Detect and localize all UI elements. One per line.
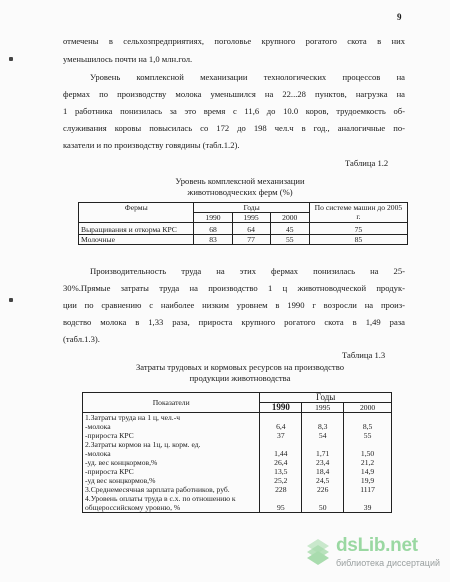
row-name: 4.Уровень оплаты труда в с.х. по отношению к общероссийскому уровню, % (83, 494, 260, 513)
cell: 21,2 (344, 458, 392, 467)
table-row (83, 494, 392, 513)
table-row (83, 449, 392, 458)
table-row (83, 467, 392, 476)
table-title: Затраты трудовых и кормовых ресурсов на производство продукции животноводства (135, 362, 344, 383)
row-name: -прироста КРС (83, 431, 260, 440)
cell (344, 440, 392, 449)
table-row (83, 431, 392, 440)
cell: 23,4 (302, 458, 344, 467)
page-number: 9 (397, 12, 402, 22)
text-line: уменьшилось почти на 1,0 млн.гол. (63, 54, 193, 64)
dslib-watermark (303, 535, 443, 575)
cell: 25,2 (260, 476, 302, 485)
cell: 95 (260, 494, 302, 513)
resources-table (82, 392, 392, 513)
cell: 6,4 (260, 422, 302, 431)
year-header: 2000 (344, 403, 392, 413)
cell: 83 (194, 235, 232, 245)
cell: 45 (270, 223, 309, 235)
cell: 54 (302, 431, 344, 440)
cell: 18,4 (302, 467, 344, 476)
cell: 39 (344, 494, 392, 513)
row-name: -уд вес концкормов,% (83, 476, 260, 485)
table-title: Уровень комплексной механизации животноводческих ферм (%) (175, 176, 305, 197)
table-label: Таблица 1.2 (345, 158, 389, 168)
table-row (79, 223, 408, 235)
row-name: 2.Затраты кормов на 1ц, ц. корм. ед. (83, 440, 260, 449)
header-indicators: Показатели (83, 393, 260, 413)
cell: 226 (302, 485, 344, 494)
table-row (79, 235, 408, 245)
watermark-title: dsLib.net (336, 535, 418, 556)
text-line: служивания коровы повысилась со 172 до 198 чел.ч в год., аналогичные по- (63, 123, 405, 133)
cell: 1117 (344, 485, 392, 494)
year-header: 1995 (302, 403, 344, 413)
cell: 64 (232, 223, 270, 235)
text-line: Уровень комплексной механизации технологических процессов на (90, 72, 405, 82)
cell: 24,5 (302, 476, 344, 485)
text-line: ции по сравнению с наиболее низким уровнем в 1990 г возросли на произ- (63, 300, 405, 310)
cell (260, 413, 302, 423)
cell: 37 (260, 431, 302, 440)
row-name: Выращивания и откорма КРС (79, 223, 194, 235)
cell (302, 413, 344, 423)
row-name: -молока (83, 449, 260, 458)
cell (302, 440, 344, 449)
text-line: отмечены в сельхозпредприятиях, поголовье крупного рогатого скота в них (63, 36, 405, 46)
cell: 50 (302, 494, 344, 513)
margin-mark (9, 57, 13, 61)
cell: 77 (232, 235, 270, 245)
row-name: Молочные (79, 235, 194, 245)
table-row (83, 440, 392, 449)
cell: 19,9 (344, 476, 392, 485)
year-header: 1995 (232, 213, 270, 223)
cell: 13,5 (260, 467, 302, 476)
table-label: Таблица 1.3 (342, 350, 386, 360)
text-line: (табл.1.3). (63, 334, 100, 344)
row-name: -молока (83, 422, 260, 431)
cell: 14,9 (344, 467, 392, 476)
text-line: 30%.Прямые затраты труда на производство 1 ц животноводческой продук- (63, 283, 405, 293)
header-years: Годы (194, 203, 309, 213)
row-name: 3.Среднемесячная зарплата работников, руб. (83, 485, 260, 494)
row-name: -прироста КРС (83, 467, 260, 476)
header-system: По системе машин до 2005 г. (309, 203, 407, 223)
table-row (83, 485, 392, 494)
margin-mark (9, 298, 13, 302)
text-line: Производительность труда на этих фермах понизилась на 25- (90, 266, 405, 276)
row-name: 1.Затраты труда на 1 ц, чел.-ч (83, 413, 260, 423)
cell: 8,5 (344, 422, 392, 431)
cell (260, 440, 302, 449)
cell: 1,50 (344, 449, 392, 458)
row-name: -уд. вес концкормов,% (83, 458, 260, 467)
cell: 75 (309, 223, 407, 235)
text-line: 1 работника понизилась за это время с 11,6 до 10.0 коров, трудоемкость об- (63, 106, 405, 116)
table-row (83, 476, 392, 485)
text-line: водство молока в 1,33 раза, прироста крупного рогатого скота в 1,49 раза (63, 317, 405, 327)
header-farms: Фермы (79, 203, 194, 223)
cell: 1,44 (260, 449, 302, 458)
cell: 8,3 (302, 422, 344, 431)
mechanization-table (78, 202, 408, 245)
table-row (83, 458, 392, 467)
table-row (83, 422, 392, 431)
cell: 68 (194, 223, 232, 235)
cell (344, 413, 392, 423)
year-header: 1990 (194, 213, 232, 223)
cell: 1,71 (302, 449, 344, 458)
year-header: 1990 (260, 403, 302, 413)
cell: 55 (344, 431, 392, 440)
cell: 85 (309, 235, 407, 245)
text-line: казатели и по производству говядины (табл.1.2). (63, 140, 240, 150)
dslib-logo-icon (303, 537, 333, 567)
header-years: Годы (260, 393, 392, 403)
text-line: фермах по производству молока уменьшился на 22...28 пунктов, нагрузка на (63, 89, 405, 99)
cell: 55 (270, 235, 309, 245)
cell: 228 (260, 485, 302, 494)
table-row (83, 413, 392, 423)
watermark-subtitle: библиотека диссертаций (336, 558, 441, 568)
year-header: 2000 (270, 213, 309, 223)
cell: 26,4 (260, 458, 302, 467)
